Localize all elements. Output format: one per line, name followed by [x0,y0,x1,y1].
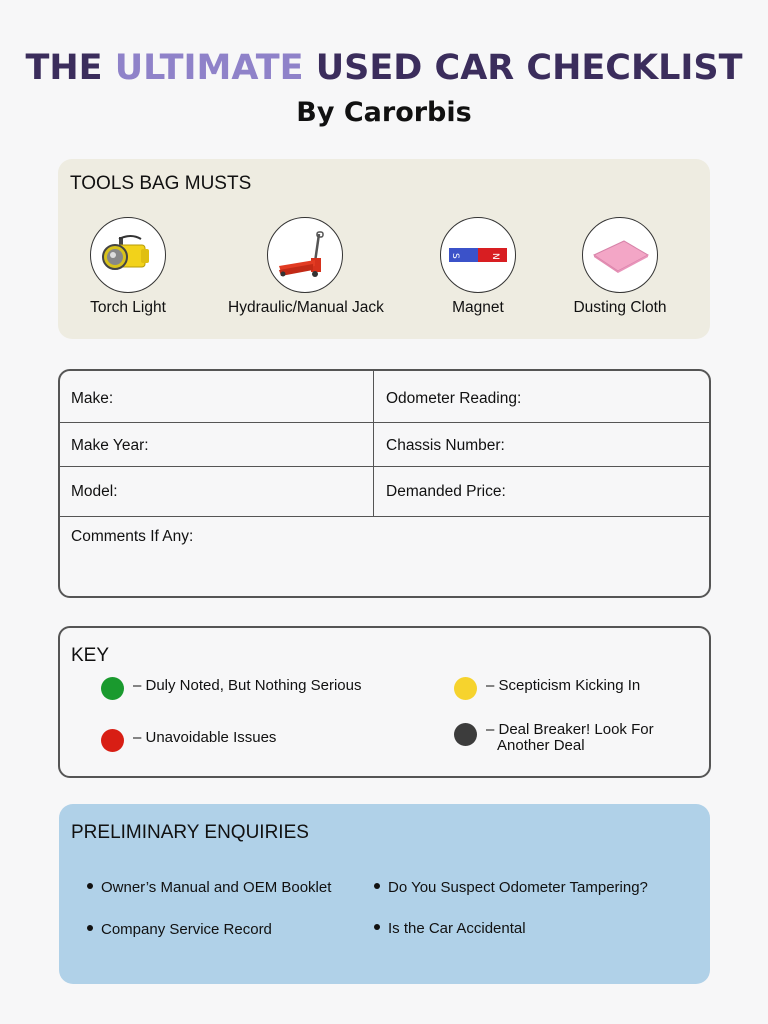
tool-label: Magnet [452,299,504,316]
key-section [58,626,711,778]
car-details-form [58,369,711,598]
svg-text:N: N [490,253,500,260]
preliminary-enquiries-section [59,804,710,984]
row-divider [60,466,709,467]
enquiry-item [374,920,526,937]
enquiry-text: Company Service Record [101,921,272,938]
key-yellow-label: – Scepticism Kicking In [486,677,641,694]
field-demanded-price[interactable]: Demanded Price: [386,483,506,500]
tools-bag-section [58,159,710,339]
key-heading: KEY [71,645,110,666]
svg-text:S: S [450,253,460,259]
pallet-jack-icon [267,217,343,293]
bullet-icon [374,924,380,930]
field-odometer-reading[interactable]: Odometer Reading: [386,390,522,407]
title-prefix: THE [25,48,115,88]
tool-label: Hydraulic/Manual Jack [228,299,384,316]
bullet-icon [87,925,93,931]
column-divider [373,371,374,517]
tools-heading: TOOLS BAG MUSTS [70,173,252,194]
page-subtitle: By Carorbis [296,97,472,128]
enquiry-text: Owner’s Manual and OEM Booklet [101,879,332,896]
row-divider [60,516,709,517]
key-dark-label-line2: Another Deal [497,737,585,754]
torch-light-icon [90,217,166,293]
tool-hydraulic-jack [228,217,382,317]
enquiry-item [87,879,331,896]
yellow-dot-icon [454,677,477,700]
dark-dot-icon [454,723,477,746]
field-model[interactable]: Model: [71,483,118,500]
title-highlight: ULTIMATE [114,48,304,88]
enquiry-item [87,921,272,938]
field-make[interactable]: Make: [71,390,114,407]
magnet-icon [440,217,516,293]
field-make-year[interactable]: Make Year: [71,437,149,454]
tool-label: Dusting Cloth [573,299,667,316]
enquiries-heading: PRELIMINARY ENQUIRIES [71,822,309,843]
tool-label: Torch Light [90,299,166,316]
key-red-label: – Unavoidable Issues [133,729,277,746]
field-comments[interactable]: Comments If Any: [71,528,194,545]
page-title [0,48,768,88]
tool-torch-light [90,217,166,317]
red-dot-icon [101,729,124,752]
dusting-cloth-icon [582,217,658,293]
enquiry-item [374,879,648,896]
enquiry-text: Is the Car Accidental [388,920,526,937]
key-dark-label-line1: – Deal Breaker! Look For [486,721,654,738]
row-divider [60,422,709,423]
key-green-label: – Duly Noted, But Nothing Serious [133,677,362,694]
bullet-icon [87,883,93,889]
tool-magnet [440,217,516,317]
title-suffix: USED CAR CHECKLIST [303,48,743,88]
green-dot-icon [101,677,124,700]
field-chassis-number[interactable]: Chassis Number: [386,437,505,454]
enquiry-text: Do You Suspect Odometer Tampering? [388,879,648,896]
bullet-icon [374,883,380,889]
key-dark-label [486,722,654,754]
tool-dusting-cloth [570,217,670,317]
